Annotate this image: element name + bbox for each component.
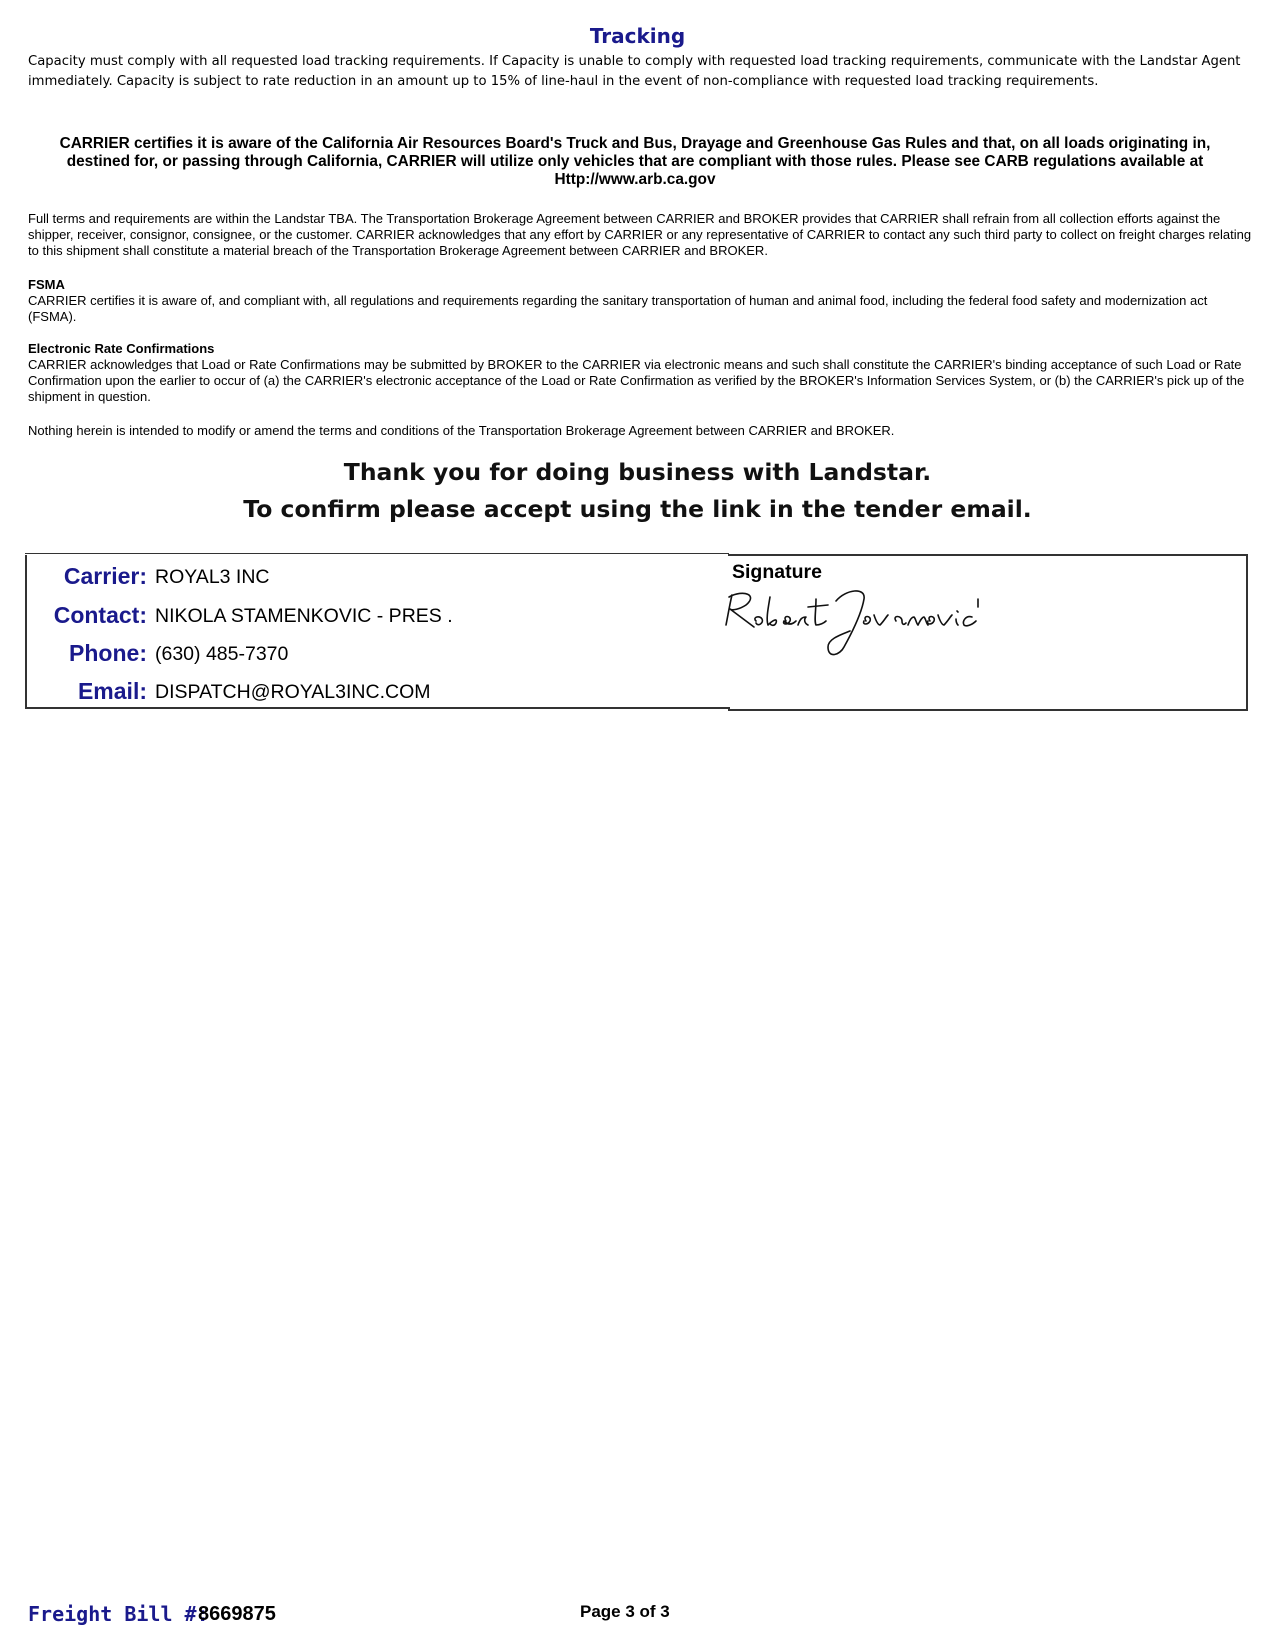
- terms-paragraph: Full terms and requirements are within the Landstar TBA. The Transportation Brokerage Agreement between CARRIER and BROKER provides that CARRIER shall refrain from all collection efforts against the shipper, receiver, consignor, consignee, or the customer. CARRIER acknowledges that any effort by CARRIER or any representative of CARRIER to contact any such third party to collect on freight charges relating to this shipment shall constitute a material breach of the Transportation Brokerage Agreement between CARRIER and BROKER.: [28, 211, 1252, 258]
- page-number: Page 3 of 3: [580, 1602, 670, 1621]
- email-value: DISPATCH@ROYAL3INC.COM: [155, 681, 431, 703]
- electronic-paragraph: CARRIER acknowledges that Load or Rate Confirmations may be submitted by BROKER to the CARRIER via electronic means and such shall constitute the CARRIER's binding acceptance of such Load or Rate Confirmation upon the earlier to occur of (a) the CARRIER's electronic acceptance of the Load or Rate Confirmation as verified by the BROKER's Information Services System, or (b) the CARRIER's pick up of the shipment in question.: [28, 357, 1245, 404]
- carrier-value: ROYAL3 INC: [155, 566, 270, 588]
- phone-value: (630) 485-7370: [155, 643, 289, 665]
- signature-label: Signature: [732, 561, 822, 583]
- carrier-box-top-border: [25, 553, 729, 554]
- carb-notice: CARRIER certifies it is aware of the California Air Resources Board's Truck and Bus, Drayage and Greenhouse Gas Rules and that, on all loads originating in, destined for, or passing through California, CARRIER will utilize only vehicles that are compliant with those rules. Please see CARB regulations available at Http://www.arb.ca.gov: [59, 135, 1211, 188]
- confirm-instruction: To confirm please accept using the link in the tender email.: [243, 495, 1032, 523]
- contact-value: NIKOLA STAMENKOVIC - PRES .: [155, 605, 453, 627]
- freight-bill-number: 8669875: [198, 1603, 276, 1625]
- tracking-heading: Tracking: [589, 24, 686, 48]
- thanks-line: Thank you for doing business with Landstar.: [343, 458, 932, 486]
- carrier-label: Carrier:: [63, 563, 147, 589]
- phone-label: Phone:: [69, 640, 147, 666]
- nothing-herein-paragraph: Nothing herein is intended to modify or amend the terms and conditions of the Transportation Brokerage Agreement between CARRIER and BROKER.: [28, 423, 895, 438]
- fsma-heading: FSMA: [28, 277, 65, 292]
- freight-bill-label: Freight Bill #:: [28, 1602, 209, 1626]
- fsma-paragraph: CARRIER certifies it is aware of, and compliant with, all regulations and requirements regarding the sanitary transportation of human and animal food, including the federal food safety and modernization act (FSMA).: [28, 293, 1208, 324]
- tracking-paragraph: Capacity must comply with all requested load tracking requirements. If Capacity is unable to comply with requested load tracking requirements, communicate with the Landstar Agent immediately. Capacity is subject to rate reduction in an amount up to 15% of line-haul in the event of non-compliance with requested load tracking requirements.: [28, 54, 1241, 89]
- contact-label: Contact:: [53, 602, 147, 628]
- electronic-heading: Electronic Rate Confirmations: [28, 341, 215, 356]
- email-label: Email:: [77, 678, 147, 704]
- handwritten-signature: [716, 585, 1006, 665]
